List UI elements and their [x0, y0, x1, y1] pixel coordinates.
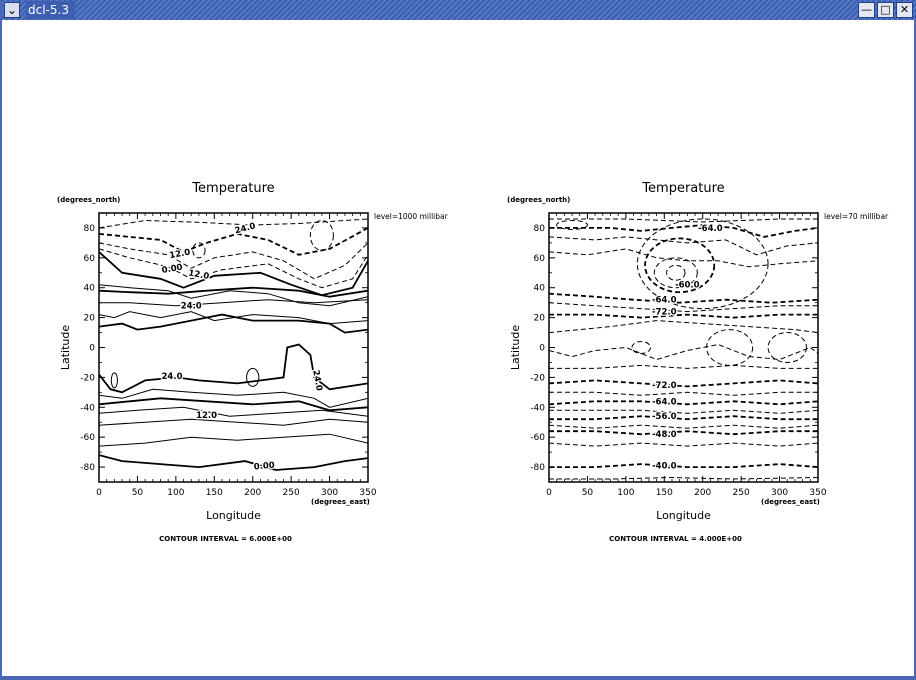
chevron-down-icon[interactable]: ⌄ [4, 2, 20, 18]
contour-line [549, 431, 818, 434]
y-tick-label: -60 [530, 433, 545, 444]
x-tick-label: 50 [581, 488, 594, 498]
contour-line [99, 285, 368, 306]
chart-1 [57, 181, 449, 543]
contour-line [549, 464, 818, 467]
x-tick-label: 100 [617, 488, 635, 498]
plot-canvas [2, 20, 914, 676]
window-title: dcl-5.3 [26, 1, 75, 19]
y-tick-label: -60 [80, 433, 95, 444]
plot-frame [99, 213, 368, 482]
contour-line [549, 315, 818, 318]
level-label: level=70 millibar [824, 212, 889, 221]
y-tick-label: 60 [83, 253, 95, 264]
contour-loop [247, 368, 259, 386]
contour-line [549, 401, 818, 404]
contour-label: 0.00 [253, 460, 276, 473]
contour-label: 12.0 [187, 268, 210, 283]
contour-line [99, 300, 368, 306]
contour-line [549, 345, 818, 360]
y-tick-label: 80 [533, 223, 545, 234]
x-tick-label: 0 [546, 488, 552, 498]
x-tick-label: 250 [732, 488, 750, 498]
y-tick-label: -20 [80, 373, 95, 384]
x-unit-label: (degrees_east) [761, 498, 820, 506]
contour-line [549, 443, 818, 446]
x-tick-label: 350 [809, 488, 827, 498]
chart-title: Temperature [192, 181, 275, 196]
contour-label: 12.0 [196, 410, 218, 421]
x-tick-label: 150 [205, 488, 223, 498]
contour-loop [768, 333, 806, 363]
contour-label: -40.0 [652, 461, 677, 472]
close-icon[interactable]: ✕ [896, 2, 913, 18]
y-unit-label: (degrees_north) [57, 196, 121, 204]
contour-line [549, 294, 818, 303]
contour-line [549, 249, 818, 267]
contour-line [99, 407, 368, 416]
contour-label: 24.0 [233, 221, 257, 237]
x-tick-label: 200 [244, 488, 262, 498]
contour-line [99, 455, 368, 470]
contour-line [549, 225, 818, 237]
contour-line [99, 315, 368, 333]
y-tick-label: -40 [530, 403, 545, 414]
y-axis-label: Latitude [509, 324, 522, 371]
contour-label: -48.0 [652, 430, 677, 441]
y-tick-label: 20 [83, 313, 95, 324]
contour-label: 24.0 [310, 369, 324, 392]
x-axis-label: Longitude [206, 509, 261, 522]
contour-line [549, 380, 818, 386]
contour-label: 24.0 [161, 371, 183, 382]
minimize-icon[interactable]: — [858, 2, 875, 18]
contour-loop [310, 220, 333, 250]
contour-label: -64.0 [698, 223, 723, 234]
plot-frame [549, 213, 818, 482]
contour-line [549, 237, 818, 255]
contour-loop [632, 342, 650, 354]
contour-label: 24.0 [180, 301, 202, 312]
contour-loop [667, 265, 685, 280]
level-label: level=1000 millibar [374, 212, 448, 221]
contour-line [99, 243, 368, 279]
x-tick-label: 300 [770, 488, 789, 498]
y-unit-label: (degrees_north) [507, 196, 571, 204]
x-tick-label: 100 [167, 488, 185, 498]
contour-loop [111, 373, 117, 388]
contour-line [549, 410, 818, 413]
x-tick-label: 300 [320, 488, 339, 498]
y-tick-label: 80 [83, 223, 95, 234]
x-tick-label: 200 [694, 488, 712, 498]
contour-line [99, 434, 368, 446]
contour-label: 12.0 [168, 247, 192, 262]
contour-label: -56.0 [652, 412, 677, 423]
contour-line [549, 478, 818, 480]
contour-line [549, 416, 818, 419]
contour-lines [99, 219, 368, 470]
contour-line [549, 392, 818, 395]
contour-line [99, 249, 368, 288]
contour-interval-label: CONTOUR INTERVAL = 4.000E+00 [609, 535, 742, 543]
y-tick-label: 0 [89, 343, 95, 354]
contour-line [99, 345, 368, 393]
y-tick-label: -20 [530, 373, 545, 384]
contour-line [99, 398, 368, 410]
contour-label: 0.00 [160, 262, 184, 277]
y-tick-label: 60 [533, 253, 545, 264]
y-tick-label: 40 [533, 283, 545, 294]
contour-line [99, 389, 368, 407]
contour-interval-label: CONTOUR INTERVAL = 6.000E+00 [159, 535, 292, 543]
y-axis-label: Latitude [59, 324, 72, 371]
contour-label: -64.0 [652, 397, 677, 408]
contour-line [549, 365, 818, 368]
y-tick-label: -40 [80, 403, 95, 414]
x-tick-label: 150 [655, 488, 673, 498]
chart-title: Temperature [642, 181, 725, 196]
contour-line [99, 288, 368, 297]
y-tick-label: -80 [80, 463, 95, 474]
y-tick-label: 0 [539, 343, 545, 354]
y-tick-label: -80 [530, 463, 545, 474]
x-tick-label: 250 [282, 488, 300, 498]
contour-line [549, 425, 818, 428]
x-axis-label: Longitude [656, 509, 711, 522]
chart-2 [507, 181, 889, 543]
contour-loop [707, 330, 753, 366]
x-tick-label: 350 [359, 488, 377, 498]
x-tick-label: 50 [131, 488, 144, 498]
title-bar[interactable] [2, 0, 916, 20]
y-tick-label: 20 [533, 313, 545, 324]
maximize-icon[interactable]: □ [877, 2, 894, 18]
y-tick-label: 40 [83, 283, 95, 294]
contour-label: -72.0 [652, 307, 677, 318]
x-tick-label: 0 [96, 488, 102, 498]
x-unit-label: (degrees_east) [311, 498, 370, 506]
contour-lines [549, 219, 818, 479]
contour-line [549, 321, 818, 333]
contour-line [99, 419, 368, 425]
contour-label: -72.0 [652, 380, 677, 391]
contour-label: -64.0 [652, 295, 677, 306]
contour-label: -60.0 [675, 280, 700, 291]
